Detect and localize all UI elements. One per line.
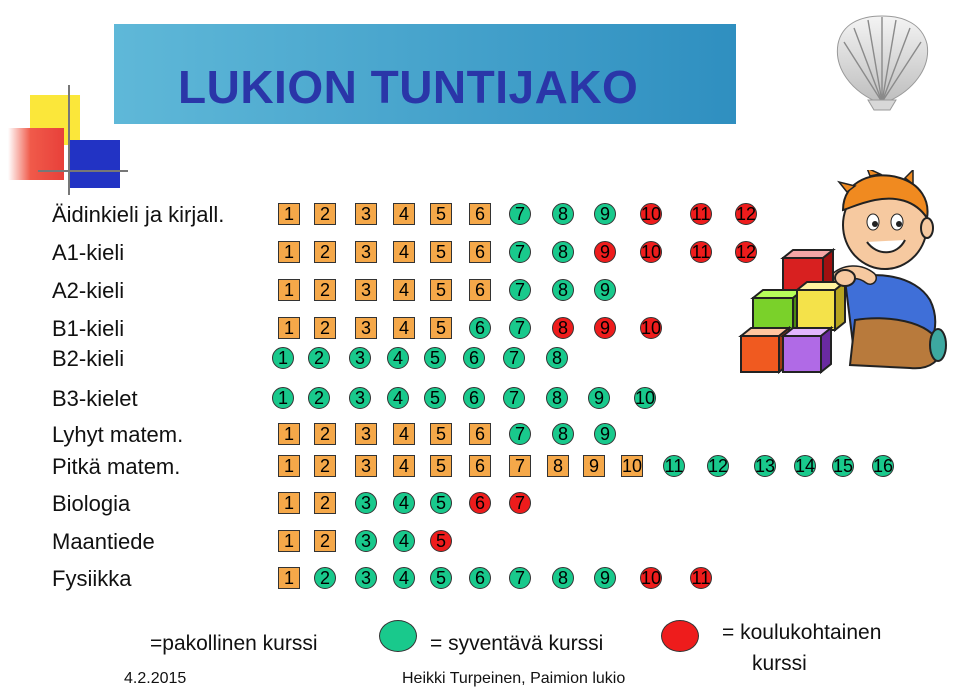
boy-with-blocks-illustration	[735, 170, 950, 380]
course-pakollinen: 2	[314, 530, 336, 552]
course-syventava: 9	[588, 387, 610, 409]
course-syventava: 7	[509, 241, 531, 263]
course-syventava: 6	[463, 347, 485, 369]
course-koulukohtainen: 8	[552, 317, 574, 339]
course-pakollinen: 4	[393, 455, 415, 477]
course-syventava: 3	[355, 567, 377, 589]
course-syventava: 4	[393, 530, 415, 552]
course-syventava: 7	[509, 567, 531, 589]
legend-koulukohtainen-label-line1: = koulukohtainen	[722, 621, 882, 644]
course-syventava: 8	[552, 279, 574, 301]
course-pakollinen: 2	[314, 279, 336, 301]
course-syventava: 4	[387, 387, 409, 409]
course-syventava: 7	[509, 203, 531, 225]
course-syventava: 5	[424, 347, 446, 369]
course-pakollinen: 5	[430, 317, 452, 339]
course-syventava: 4	[393, 492, 415, 514]
course-syventava: 5	[430, 567, 452, 589]
course-pakollinen: 3	[355, 455, 377, 477]
course-koulukohtainen: 11	[691, 204, 711, 224]
page-title: LUKION TUNTIJAKO	[178, 61, 639, 113]
course-syventava: 7	[503, 347, 525, 369]
course-koulukohtainen: 5	[430, 530, 452, 552]
course-koulukohtainen: 11	[691, 568, 711, 588]
course-syventava: 7	[509, 279, 531, 301]
course-syventava: 4	[387, 347, 409, 369]
subject-label: A2-kieli	[52, 278, 125, 303]
course-pakollinen: 4	[393, 317, 415, 339]
subject-label: Fysiikka	[52, 566, 132, 591]
course-pakollinen: 2	[314, 317, 336, 339]
course-pakollinen: 4	[393, 423, 415, 445]
course-syventava: 1	[272, 347, 294, 369]
course-syventava: 7	[503, 387, 525, 409]
course-pakollinen: 5	[430, 279, 452, 301]
course-syventava: 5	[424, 387, 446, 409]
footer-author: Heikki Turpeinen, Paimion lukio	[402, 670, 626, 687]
course-syventava: 3	[355, 492, 377, 514]
course-koulukohtainen: 12	[735, 204, 757, 224]
course-koulukohtainen: 7	[509, 492, 531, 514]
course-syventava: 6	[463, 387, 485, 409]
legend-syventava-label: = syventävä kurssi	[430, 632, 604, 655]
course-syventava: 1	[272, 387, 294, 409]
course-syventava: 7	[509, 317, 531, 339]
course-pakollinen: 2	[314, 423, 336, 445]
course-syventava: 2	[308, 387, 330, 409]
course-pakollinen: 1	[278, 317, 300, 339]
legend-pakollinen-label: =pakollinen kurssi	[150, 632, 318, 655]
course-pakollinen: 2	[314, 455, 336, 477]
subject-label: A1-kieli	[52, 240, 125, 265]
legend-koulukohtainen-label-line2: kurssi	[752, 652, 807, 675]
decor-vertical-line	[68, 85, 70, 195]
course-syventava: 9	[594, 203, 616, 225]
course-pakollinen: 10	[621, 456, 643, 476]
course-syventava: 7	[509, 423, 531, 445]
course-syventava: 8	[546, 347, 568, 369]
course-pakollinen: 8	[547, 455, 569, 477]
course-pakollinen: 6	[469, 203, 491, 225]
course-pakollinen: 2	[314, 241, 336, 263]
course-pakollinen: 5	[430, 241, 452, 263]
course-syventava: 2	[314, 567, 336, 589]
course-pakollinen: 7	[509, 455, 531, 477]
course-syventava: 11	[664, 456, 684, 476]
subject-label: Maantiede	[52, 529, 155, 554]
course-koulukohtainen: 9	[594, 241, 616, 263]
course-koulukohtainen: 9	[594, 317, 616, 339]
subject-label: Lyhyt matem.	[52, 422, 184, 447]
footer-date: 4.2.2015	[124, 670, 187, 687]
course-pakollinen: 1	[278, 492, 300, 514]
subject-label: B2-kieli	[52, 346, 125, 371]
subject-label: Biologia	[52, 491, 131, 516]
decor-blue-square	[70, 140, 120, 188]
course-pakollinen: 3	[355, 279, 377, 301]
course-syventava: 14	[794, 456, 816, 476]
course-pakollinen: 1	[278, 423, 300, 445]
subject-label: Äidinkieli ja kirjall.	[52, 202, 225, 227]
course-pakollinen: 5	[430, 203, 452, 225]
course-syventava: 9	[594, 567, 616, 589]
decor-red-square	[8, 128, 64, 180]
course-pakollinen: 5	[430, 455, 452, 477]
course-syventava: 15	[832, 456, 854, 476]
course-pakollinen: 6	[469, 241, 491, 263]
legend-syventava-marker	[379, 620, 417, 652]
course-koulukohtainen: 12	[735, 242, 757, 262]
course-pakollinen: 1	[278, 455, 300, 477]
decor-horizontal-line	[38, 170, 128, 172]
course-pakollinen: 9	[583, 455, 605, 477]
course-syventava: 12	[707, 456, 729, 476]
course-pakollinen: 4	[393, 279, 415, 301]
course-koulukohtainen: 10	[640, 568, 662, 588]
course-pakollinen: 2	[314, 203, 336, 225]
course-pakollinen: 1	[278, 567, 300, 589]
course-syventava: 8	[552, 241, 574, 263]
course-syventava: 8	[546, 387, 568, 409]
course-koulukohtainen: 10	[640, 242, 662, 262]
course-syventava: 6	[469, 317, 491, 339]
course-pakollinen: 3	[355, 203, 377, 225]
course-syventava: 8	[552, 203, 574, 225]
subject-label: B3-kielet	[52, 386, 138, 411]
course-syventava: 6	[469, 567, 491, 589]
course-syventava: 9	[594, 279, 616, 301]
subject-label: Pitkä matem.	[52, 454, 181, 479]
course-koulukohtainen: 11	[691, 242, 711, 262]
course-koulukohtainen: 10	[640, 204, 662, 224]
subject-label: B1-kieli	[52, 316, 125, 341]
shell-logo-icon	[830, 12, 935, 112]
course-koulukohtainen: 6	[469, 492, 491, 514]
course-pakollinen: 6	[469, 455, 491, 477]
course-pakollinen: 4	[393, 241, 415, 263]
course-syventava: 10	[634, 388, 656, 408]
course-syventava: 16	[872, 456, 894, 476]
course-syventava: 13	[754, 456, 776, 476]
course-pakollinen: 3	[355, 241, 377, 263]
course-syventava: 4	[393, 567, 415, 589]
course-pakollinen: 5	[430, 423, 452, 445]
course-syventava: 8	[552, 423, 574, 445]
course-pakollinen: 3	[355, 423, 377, 445]
course-pakollinen: 6	[469, 279, 491, 301]
course-syventava: 8	[552, 567, 574, 589]
course-pakollinen: 1	[278, 241, 300, 263]
course-syventava: 2	[308, 347, 330, 369]
course-pakollinen: 1	[278, 279, 300, 301]
course-syventava: 5	[430, 492, 452, 514]
course-pakollinen: 3	[355, 317, 377, 339]
course-syventava: 9	[594, 423, 616, 445]
course-syventava: 3	[349, 387, 371, 409]
course-syventava: 3	[355, 530, 377, 552]
course-pakollinen: 2	[314, 492, 336, 514]
legend-koulukohtainen-marker	[661, 620, 699, 652]
course-pakollinen: 1	[278, 530, 300, 552]
course-pakollinen: 4	[393, 203, 415, 225]
course-pakollinen: 1	[278, 203, 300, 225]
course-koulukohtainen: 10	[640, 318, 662, 338]
course-syventava: 3	[349, 347, 371, 369]
course-pakollinen: 6	[469, 423, 491, 445]
